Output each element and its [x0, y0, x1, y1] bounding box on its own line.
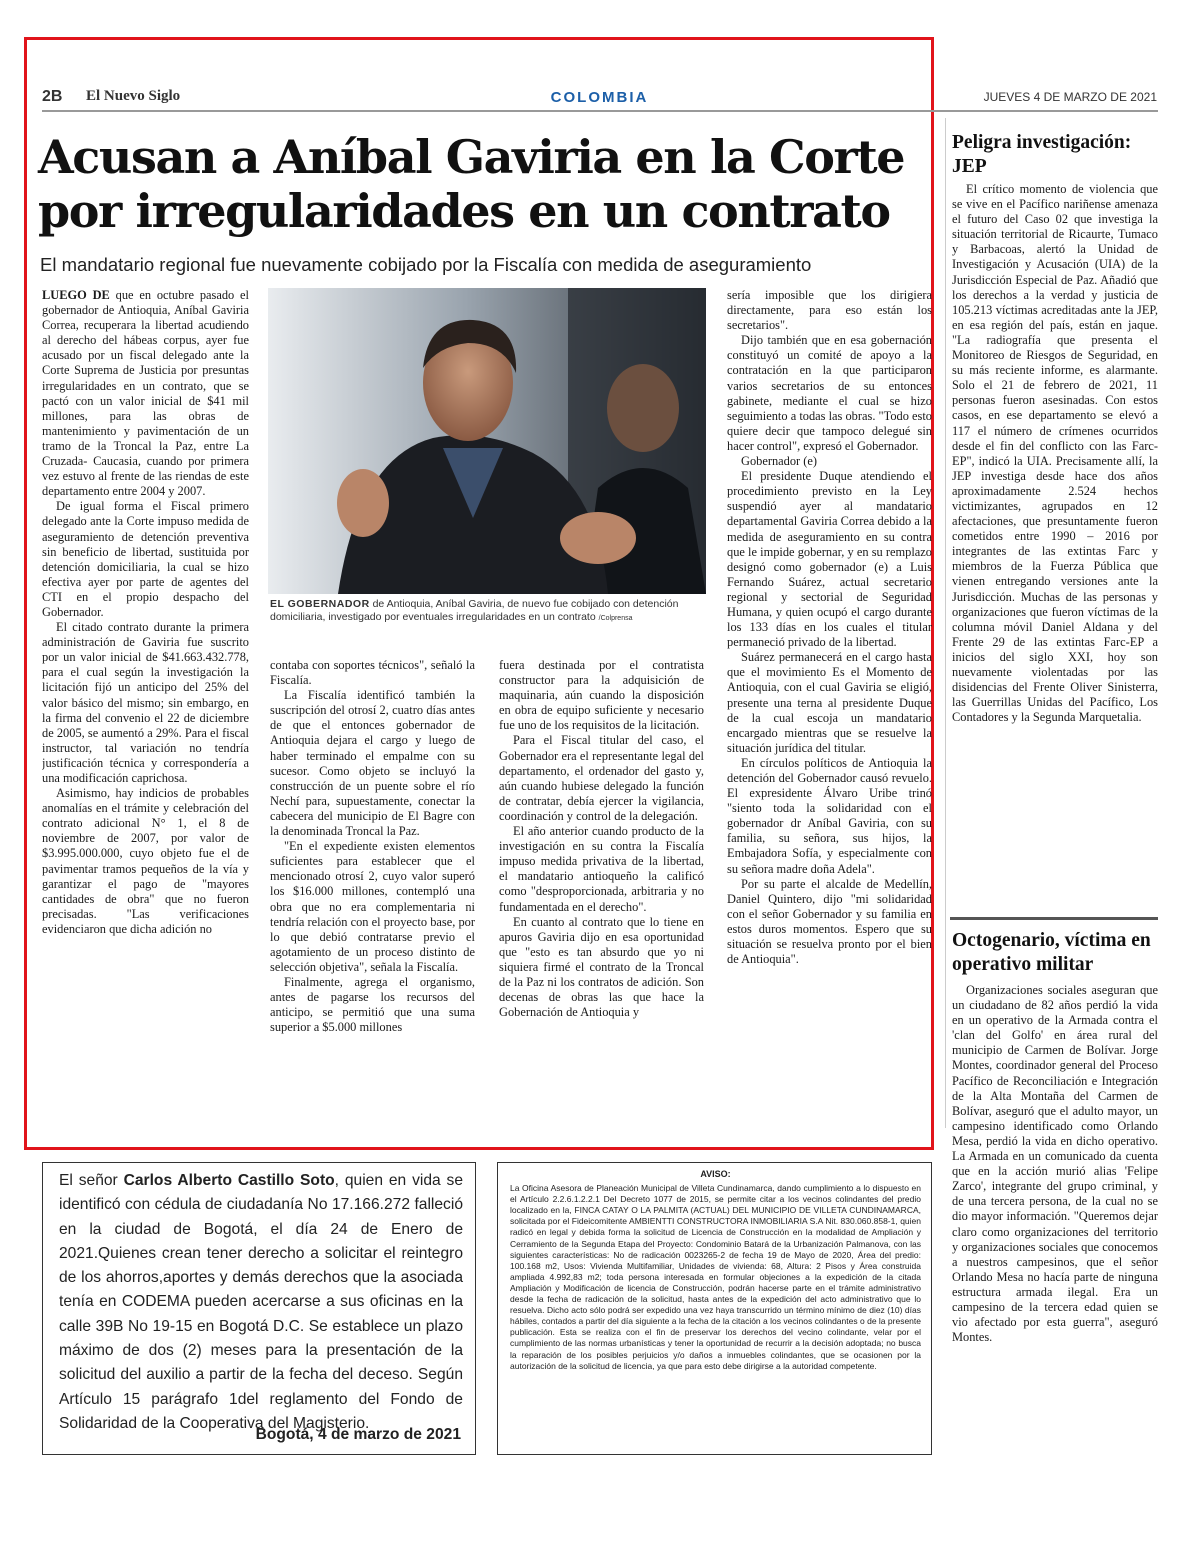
- sidebar-divider-line: [945, 118, 946, 1128]
- photo-credit: /Colprensa: [598, 615, 633, 622]
- paragraph: De igual forma el Fiscal primero delegado ante la Corte impuso medida de aseguramiento de detención preventiva sin beneficio de libertad, sustituida por detención domiciliaria, la cual se hizo efectiva ayer por parte de agentes del CTI en el propio despacho del Gobernador.: [42, 499, 249, 619]
- lead-in: LUEGO DE: [42, 288, 110, 302]
- subheading: Gobernador (e): [741, 454, 818, 469]
- subhead: El mandatario regional fue nuevamente cobijado por la Fiscalía con medida de aseguramiento: [40, 254, 812, 275]
- paragraph: Suárez permanecerá en el cargo hasta que el movimiento Es el Momento de Antioquia, con el cual Gaviria se eligió, presente una terna al presidente Duque de la cual escoja un mandatario encargado mientras que se resuelve la situación jurídica del titular.: [727, 650, 932, 755]
- article-column-1: [42, 288, 249, 1133]
- sidebar-1-title: Peligra investigación: JEP: [952, 132, 1132, 177]
- death-notice: El señor Carlos Alberto Castillo Soto, quien en vida se identificó con cédula de ciudadanía No 17.166.272 falleció en la ciudad de Bogotá, el día 24 de Enero de 2021.Quienes crean tener derecho a solicitar el reintegro de los ahorros,aportes y demás derechos que la asociada tenía en CODEMA pueden acercarse a sus oficinas en la calle 39B No 19-15 en Bogotá D.C. Se establece un plazo máximo de dos (2) meses para la presentación de la solicitud del auxilio a partir de la fecha del deceso. Según Artículo 15 parágrafo 1del reglamento del Fondo de Solidaridad de la Cooperativa del Magisterio. Bogotá, 4 de marzo de 2021: [42, 1162, 476, 1455]
- paragraph: Asimismo, hay indicios de probables anomalías en el trámite y celebración del contrato adicional N° 1, el 8 de noviembre de 2007, por valor de $3.995.000.000, cuyo objeto fue el de pavimentar tramos pequeños de la vía y garantizar el pago de "mayores cantidades de obra" que no fueron precisadas. "Las verificaciones evidenciaron que dicha adición no: [42, 786, 249, 936]
- article-column-4: [727, 288, 932, 1133]
- legal-notice: [497, 1162, 932, 1455]
- paragraph: La Fiscalía identificó también la suscripción del otrosí 2, cuatro días antes de que el entonces gobernador de Antioquia dejara el cargo y luego de haber terminado el empalme con su sucesor. Como objeto se incluyó la construcción de un puente sobre el río Nechí para, supuestamente, conectar la cabecera del municipio de El Bagre con la denominada Troncal la Paz.: [270, 688, 475, 839]
- article-column-3: [499, 658, 704, 1138]
- photo-illustration: [268, 288, 706, 594]
- paragraph: que en octubre pasado el gobernador de Antioquia, Aníbal Gaviria Correa, recuperara la libertad acudiendo al derecho del hábeas corpus, ayer fue acusado por un fiscal delegado ante la Corte Suprema de Justicia por presuntas irregularidades en un contrato, que se pactó con un valor inicial de $41 mil millones, para las obras de mantenimiento y pavimentación de un tramo de la Troncal la Paz, entre La Cruzada- Caucasia, cuando por primera vez estuvo al frente de las riendas de este departamento entre 2004 y 2007.: [42, 288, 249, 499]
- paragraph: En círculos políticos de Antioquia la detención del Gobernador causó revuelo. El expresidente Álvaro Uribe trinó "siento toda la solidaridad con el gobernador dr Aníbal Gaviria, con su familia, su señora, sus hijos, la Embajadora Sofía, y especialmente con su señora madre doña Adela".: [727, 755, 932, 876]
- article-column-2: [270, 658, 475, 1138]
- notice-text: La Oficina Asesora de Planeación Municipal de Villeta Cundinamarca, dando cumplimiento a lo dispuesto en el Artículo 2.2.6.1.2.2.1 Del Decreto 1077 de 2015, se permite citar a los vecinos colindantes del predio localizado en la, FINCA CATAY O LA PALMITA (ACTUAL) DEL MUNICIPIO DE VILLETA CUNDINAMARCA, solicitada por el Fideicomitente AMBIENTTI CONSTRUCTORA INMOBILIARIA S.A Nit. 830.060.858-1, quien radicó en legal y debida forma la solicitud de Licencia de Construcción en la modalidad de Ampliación y Cerramiento de la Segunda Etapa del Proyecto: Condominio Batará de la Urbanización Palmanova, con las siguientes características: No de radicación 0023265-2 de fecha 19 de Mayo de 2020, Área del predio: 100.168 m2, Usos: Vivienda Multifamiliar, Unidades de vivienda: 68, Altura: 2 Pisos y Área construida ampliada 4.992,83 m2; toda persona interesada en formular objeciones a la expedición de la citada Ampliación y Modificación de licencia de Construcción, podrán hacerse parte en el trámite administrativo desde la fecha de radicación de la solicitud, hasta antes de la expedición del acto administrativo que lo resuelva. Dicho acto sólo podrá ser expedido una vez haya transcurrido un término mínimo de diez (10) días hábiles, contados a partir del día siguiente a la fecha de la citación a los vecinos colindantes o de la presente publicación. Esta se realiza con el fin de preservar los derechos del vecino colindante, velar por el cumplimiento de las normas urbanísticas y tener la oportunidad de recurrir a la decisión adoptada; no busca la reparación de los posibles perjuicios y/o daños a inmuebles colindantes, que se ocasionen por la autorización de la solicitud de licencia, ya que para esto debe dirigirse a la autoridad competente.: [510, 1183, 921, 1371]
- paragraph: Organizaciones sociales aseguran que un ciudadano de 82 años perdió la vida en un operativo de la Armada contra el 'clan del Golfo' en área rural del municipio de Carmen de Bolívar. Jorge Montes, coordinador general del Proceso Pacífico de Reconciliación e Integración de la Alta Montaña del Carmen de Bolívar, aseguró que el adulto mayor, un campesino identificado como Orlando Mesa, perdió la vida en dicho operativo. La Armada en un comunicado da cuenta que en la acción murió alias 'Felipe Zarco', integrante del grupo criminal, y de una tercera persona, de la cual no se dio mayor información. "Queremos dejar claro como organizaciones del territorio y organizaciones sociales que conocemos a nuestros campesinos, que el señor Orlando Mesa no hacía parte de ninguna estructura armada ilegal. Era un campesino de la tercera edad quien se vio afectado por esta guerra", aseguró Montes.: [952, 983, 1158, 1345]
- paragraph: Para el Fiscal titular del caso, el Gobernador era el representante legal del departamento, el ordenador del gasto y, aún cuando hubiese delegado la función de contratar, debía ejercer la vigilancia, coordinación y control de la delegación.: [499, 733, 704, 823]
- paragraph: Por su parte el alcalde de Medellín, Daniel Quintero, dijo "mi solidaridad con el señor Gobernador y su familia en estos duros momentos. Espero que su situación se resuelva pronto por el bien de Antioquia".: [727, 876, 932, 967]
- paragraph: El crítico momento de violencia que se vive en el Pacífico nariñense amenaza el futuro del Caso 02 que investiga la situación territorial de Ricaurte, Tumaco y Barbacoas, alertó la Unidad de Investigación y Acusación (UIA) de la Jurisdicción Especial de Paz. Añadió que los derechos a la verdad y justicia de 105.213 víctimas acreditadas ante la JEP, en esa región del país, están en jaque. "La radiografía que presenta el Monitoreo de Riesgos de Seguridad, en su más reciente informe, es alarmante. Solo el 21 de febrero de 2021, 11 personas fueron asesinadas. Con estos casos, en ese departamento se elevó a 117 el número de crímenes ocurridos desde el fin del conflicto con las Farc-EP", indicó la UIA. Precisamente allí, la JEP investiga desde hace dos años aproximadamente 2.524 hechos victimizantes, agrupados en 12 afectaciones, que presuntamente fueron cometidos entre 1990 – 2016 por integrantes de las extintas Farc y miembros de la Fuerza Pública que vienen entregando versiones ante la Jurisdicción. Muchas de las personas y organizaciones que fueron víctimas de la columna móvil Daniel Aldana y del Frente 29 de las extintas Farc-EP a inicios del siglo XXI, hoy son nuevamente violentadas por las disidencias del Frente Oliver Sinisterra, las Guerrillas Unidas del Pacífico, Los Contadores y la Segunda Marquetalia.: [952, 182, 1158, 725]
- paragraph: "En el expediente existen elementos suficientes para establecer que el mencionado otrosí 2, cuyo valor superó los $16.000 millones, contempló una obra que no era complementaria ni tendría relación con el proyecto base, por lo que debió contratarse previo el agotamiento de un proceso distinto de selección objetiva", señala la Fiscalía.: [270, 839, 475, 974]
- paragraph: El año anterior cuando producto de la investigación en su contra la Fiscalía impuso medida privativa de la libertad, el mandatario antioqueño la calificó como "desproporcionada, arbitraria y no fundamentada en el derecho".: [499, 824, 704, 914]
- notice-signature: Bogotá, 4 de marzo de 2021: [255, 1426, 461, 1443]
- paragraph: fuera destinada por el contratista constructor para la adquisición de maquinaria, aún cuando la disposición en obra de equipo suficiente y necesario fue uno de los requisitos de la licitación.: [499, 658, 704, 733]
- page-number: 2B: [42, 88, 63, 105]
- section-label: COLOMBIA: [550, 89, 649, 106]
- paragraph: El presidente Duque atendiendo el procedimiento previsto en la Ley suspendió ayer al mandatario departamental Gaviria Correa debido a la medida de aseguramiento en su contra que le impide gobernar, y en su remplazo designó como gobernador (e) a Luis Fernando Suárez, actual secretario regional y sectorial de Seguridad Humana, y quien ocupó el cargo durante los 133 días en los cuales el titular permaneció privado de la libertad.: [727, 469, 932, 650]
- paragraph: El citado contrato durante la primera administración de Gaviria fue suscrito por un valor inicial de $41.663.432.778, para el cual según la investigación la licitación fijó un anticipo del 25% del valor básico del mismo; sin embargo, en la firma del convenio el 22 de diciembre de 2005, se aumentó a 29%. Para el fiscal instructor, tal variación no tendría justificación técnica y correspondería a una modificación caprichosa.: [42, 620, 249, 785]
- sidebar-separator: [950, 917, 1158, 920]
- governor-photo: [268, 288, 706, 594]
- photo-caption: EL GOBERNADOR de Antioquia, Aníbal Gaviria, de nuevo fue cobijado con detención domiciliaria, investigado por eventuales irregularidades en un contrato /Colprensa: [270, 598, 679, 623]
- sidebar-1-body: [952, 182, 1158, 908]
- masthead: El Nuevo Siglo: [86, 88, 181, 104]
- paragraph: contaba con soportes técnicos", señaló la Fiscalía.: [270, 658, 475, 688]
- notice-title: AVISO:: [700, 1169, 731, 1179]
- deceased-name: Carlos Alberto Castillo Soto: [123, 1172, 335, 1189]
- paragraph: sería imposible que los dirigiera directamente, para eso están los secretarios".: [727, 288, 932, 333]
- sidebar-2-body: [952, 983, 1158, 1463]
- paragraph: Finalmente, agrega el organismo, antes de pagarse los recursos del anticipo, se permitió que una suma superior a $5.000 millones: [270, 974, 475, 1035]
- sidebar-2-title: Octogenario, víctima en operativo militar: [952, 930, 1151, 975]
- headline: Acusan a Aníbal Gaviria en la Corte por irregularidades en un contrato: [38, 130, 905, 238]
- paragraph: Dijo también que en esa gobernación constituyó un comité de apoyo a la contratación en la que participaron varios secretarios de su entonces gabinete, mediante el cual se hizo seguimiento a todas las obras. "Todo esto quiere decir que tampoco delegué sin hacer control", expresó el Gobernador.: [727, 333, 932, 453]
- header-rule: [42, 110, 1158, 112]
- paragraph: En cuanto al contrato que lo tiene en apuros Gaviria dijo en esa oportunidad que "esto es tan absurdo que yo ni siquiera firmé el contrato de la Troncal de la Paz ni los contratos de adición. Son decenas de obras las que hace la Gobernación de Antioquia y: [499, 914, 704, 1020]
- issue-date: JUEVES 4 DE MARZO DE 2021: [983, 90, 1157, 104]
